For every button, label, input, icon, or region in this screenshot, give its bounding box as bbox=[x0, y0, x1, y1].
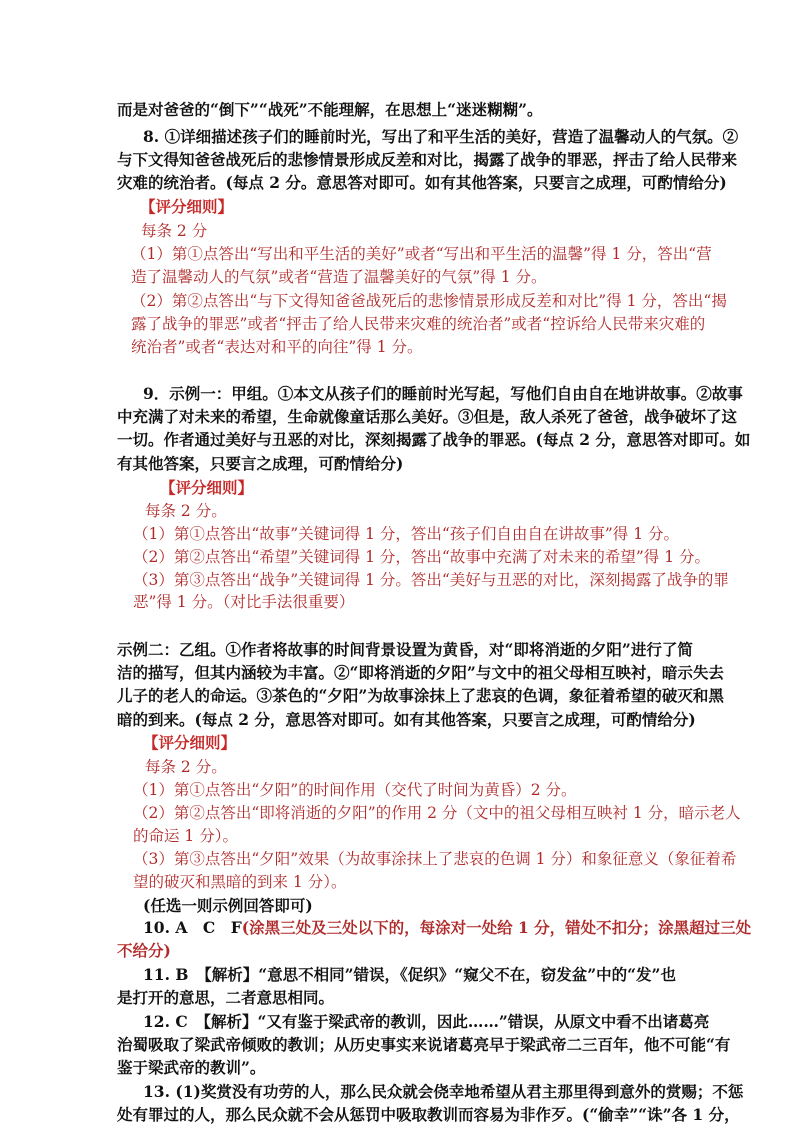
text-line: 有其他答案，只要言之成理，可酌情给分) bbox=[117, 453, 404, 473]
scoring-text: （2）第②点答出“希望”关键词得 1 分，答出“故事中充满了对未来的希望”得 1 分。 bbox=[133, 547, 710, 566]
scoring-text: 恶”得 1 分。（对比手法很重要） bbox=[133, 593, 355, 612]
answer-12: 12. C 【解析】“又有鉴于梁武帝的教训，因此……”错误，从原文中看不出诸葛亮 bbox=[143, 1012, 710, 1032]
scoring-text: 每条 2 分。 bbox=[145, 501, 227, 520]
scoring-text: （2）第②点答出“与下文得知爸爸战死后的悲惨情景形成反差和对比”得 1 分，答出“揭 bbox=[131, 292, 727, 311]
scoring-text: （1）第①点答出“故事”关键词得 1 分，答出“孩子们自由自在讲故事”得 1 分。 bbox=[133, 524, 679, 543]
text-line: 暗的到来。(每点 2 分，意思答对即可。如有其他答案，只要言之成理，可酌情给分) bbox=[117, 710, 696, 729]
text-line: 治蜀吸取了梁武帝倾败的教训；从历史事实来说诸葛亮早于梁武帝二三百年，他不可能“有 bbox=[117, 1035, 731, 1055]
text-line: 鉴于梁武帝的教训”。 bbox=[117, 1058, 266, 1077]
text-line: 处有罪过的人，那么民众就不会从惩罚中吸取教训而容易为非作歹。(“偷幸”“诛”各 1 分， bbox=[117, 1104, 740, 1124]
text-line: 与下文得知爸爸战死后的悲惨情景形成反差和对比，揭露了战争的罪恶，抨击了给人民带来 bbox=[117, 149, 738, 169]
answer-11: 11. B 【解析】“意思不相同”错误，《促织》“窥父不在，窃发盆”中的“发”也 bbox=[143, 965, 676, 985]
answer-8: 8. ①详细描述孩子们的睡前时光，写出了和平生活的美好，营造了温馨动人的气氛。② bbox=[143, 126, 739, 146]
scoring-text: （3）第③点答出“战争”关键词得 1 分。答出“美好与丑恶的对比，深刻揭露了战争的罪 bbox=[133, 570, 729, 589]
text-line: 洁的描写，但其内涵较为丰富。②“即将消逝的夕阳”与文中的祖父母相互映衬，暗示失去 bbox=[117, 663, 724, 683]
text-line: 是打开的意思，二者意思相同。 bbox=[117, 988, 335, 1008]
scoring-text: （3）第③点答出“夕阳”效果（为故事涂抹上了悲哀的色调 1 分）和象征意义（象征着希 bbox=[133, 849, 737, 868]
scoring-rules-heading: 【评分细则】 bbox=[160, 477, 254, 497]
text-line: 中充满了对未来的希望，生命就像童话那么美好。③但是，敌人杀死了爸爸，战争破坏了这 bbox=[117, 406, 738, 426]
scoring-text: 的命运 1 分）。 bbox=[133, 826, 238, 845]
scoring-rules-heading: 【评分细则】 bbox=[143, 732, 237, 752]
answer-10-choices: 10. A C F bbox=[143, 918, 242, 938]
answer-10 bbox=[143, 918, 751, 938]
answer-10-scoring-cont: 不给分) bbox=[117, 941, 171, 961]
scoring-text: 望的破灭和黑暗的到来 1 分）。 bbox=[133, 872, 347, 891]
scoring-text: 每条 2 分 bbox=[141, 221, 208, 240]
scoring-text: （1）第①点答出“写出和平生活的美好”或者“写出和平生活的温馨”得 1 分，答出“营 bbox=[131, 245, 712, 264]
text-line: 而是对爸爸的“倒下”“战死”不能理解，在思想上“迷迷糊糊”。 bbox=[117, 100, 543, 119]
scoring-text: 每条 2 分。 bbox=[145, 757, 227, 776]
scoring-text: 造了温馨动人的气氛”或者“营造了温馨美好的气氛”得 1 分。 bbox=[131, 268, 547, 287]
note: (任选一则示例回答即可) bbox=[143, 895, 313, 915]
text-line: 灾难的统治者。(每点 2 分。意思答对即可。如有其他答案，只要言之成理，可酌情给分) bbox=[117, 172, 727, 192]
answer-9: 9．示例一：甲组。①本文从孩子们的睡前时光写起，写他们自由自在地讲故事。②故事 bbox=[143, 384, 743, 403]
example-2: 示例二：乙组。①作者将故事的时间背景设置为黄昏，对“即将消逝的夕阳”进行了简 bbox=[117, 640, 693, 660]
scoring-rules-heading: 【评分细则】 bbox=[140, 196, 234, 216]
answer-10-scoring: (涂黑三处及三处以下的，每涂对一处给 1 分，错处不扣分；涂黑超过三处 bbox=[241, 918, 752, 938]
scoring-text: （1）第①点答出“夕阳”的时间作用（交代了时间为黄昏）2 分。 bbox=[133, 780, 577, 799]
scoring-text: （2）第②点答出“即将消逝的夕阳”的作用 2 分（文中的祖父母相互映衬 1 分，暗示老人 bbox=[133, 803, 741, 822]
text-line: 儿子的老人的命运。③茶色的“夕阳”为故事涂抹上了悲哀的色调，象征着希望的破灭和黑 bbox=[117, 686, 724, 706]
answer-13: 13. (1)奖赏没有功劳的人，那么民众就会侥幸地希望从君主那里得到意外的赏赐；不惩 bbox=[143, 1081, 744, 1101]
scoring-text: 露了战争的罪恶”或者“抨击了给人民带来灾难的统治者”或者“控诉给人民带来灾难的 bbox=[131, 315, 706, 334]
scoring-text: 统治者”或者“表达对和平的向往”得 1 分。 bbox=[131, 338, 423, 357]
text-line: 一切。作者通过美好与丑恶的对比，深刻揭露了战争的罪恶。(每点 2 分，意思答对即可。如 bbox=[117, 429, 751, 449]
